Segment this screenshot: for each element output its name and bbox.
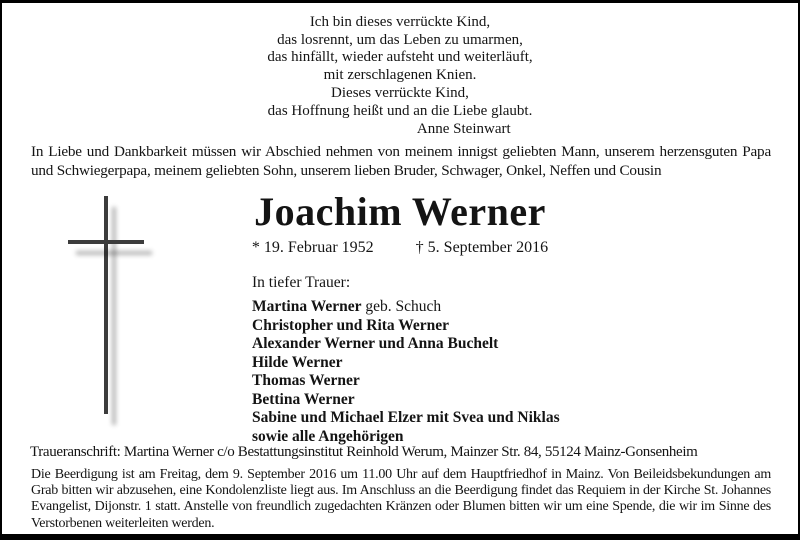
mourning-heading: In tiefer Trauer: bbox=[252, 274, 351, 291]
mourner-entry bbox=[252, 317, 560, 336]
life-dates bbox=[2, 239, 798, 257]
funeral-details: Die Beerdigung ist am Freitag, dem 9. September 2016 um 11.00 Uhr auf dem Hauptfriedhof in Mainz. Von Beileidsbekundungen am Grab bitten wir abzusehen, eine Kondolenzliste liegt aus. Im Anschluss an die Beerdigung findet das Requiem in der Kirche St. Johannes Evangelist, Dijonstr. 1 statt. Anstelle von freundlich zugedachten Kränzen oder Blumen bitten wir um eine Spende, die wir im Sinne des Verstorbenen weiterleiten werden. bbox=[31, 467, 771, 531]
mourner-entry bbox=[252, 335, 560, 354]
memorial-poem-block bbox=[267, 14, 532, 139]
mourner-name: Martina Werner bbox=[252, 298, 362, 315]
death-date: † 5. September 2016 bbox=[415, 239, 549, 256]
mourner-entry bbox=[252, 409, 560, 428]
poem-line: das losrennt, um das Leben zu umarmen, bbox=[277, 31, 523, 48]
mourner-entry bbox=[252, 354, 560, 373]
birth-date: * 19. Februar 1952 bbox=[251, 239, 374, 256]
mourner-name: Bettina Werner bbox=[252, 390, 355, 408]
mourner-name: sowie alle Angehörigen bbox=[252, 427, 404, 445]
mourners-list bbox=[252, 298, 560, 446]
memorial-poem bbox=[2, 14, 798, 139]
mourner-name: Hilde Werner bbox=[252, 353, 343, 371]
mourner-entry bbox=[252, 391, 560, 410]
intro-paragraph: In Liebe und Dankbarkeit müssen wir Abschied nehmen von meinem innigst geliebten Mann, unserem herzensguten Papa und Schwiegerpapa, meinem geliebten Sohn, unserem lieben Bruder, Schwager, Onkel, Neffen und Cousin bbox=[31, 143, 771, 179]
mourner-suffix: geb. Schuch bbox=[361, 298, 442, 315]
mourner-name: Sabine und Michael Elzer mit Svea und Niklas bbox=[252, 409, 560, 426]
mourner-name: Alexander Werner und Anna Buchelt bbox=[252, 335, 499, 352]
poem-line: das hinfällt, wieder aufsteht und weiterläuft, bbox=[267, 49, 533, 66]
deceased-name: Joachim Werner bbox=[254, 189, 546, 234]
mourner-entry bbox=[252, 298, 560, 317]
mourner-entry bbox=[252, 372, 560, 391]
mourner-name: Thomas Werner bbox=[252, 372, 360, 389]
poem-author: Anne Steinwart bbox=[416, 121, 511, 138]
poem-line: Dieses verrückte Kind, bbox=[331, 84, 469, 101]
mourners-section bbox=[252, 273, 560, 446]
condolence-address: Traueranschrift: Martina Werner c/o Bestattungsinstitut Reinhold Werum, Mainzer Str. 84, 55124 Mainz-Gonsenheim bbox=[30, 444, 698, 460]
poem-line: Ich bin dieses verrückte Kind, bbox=[309, 14, 491, 30]
mourner-name: Christopher und Rita Werner bbox=[252, 316, 450, 334]
poem-line: das Hoffnung heißt und an die Liebe glaubt. bbox=[267, 102, 533, 119]
poem-line: mit zerschlagenen Knien. bbox=[323, 67, 477, 84]
